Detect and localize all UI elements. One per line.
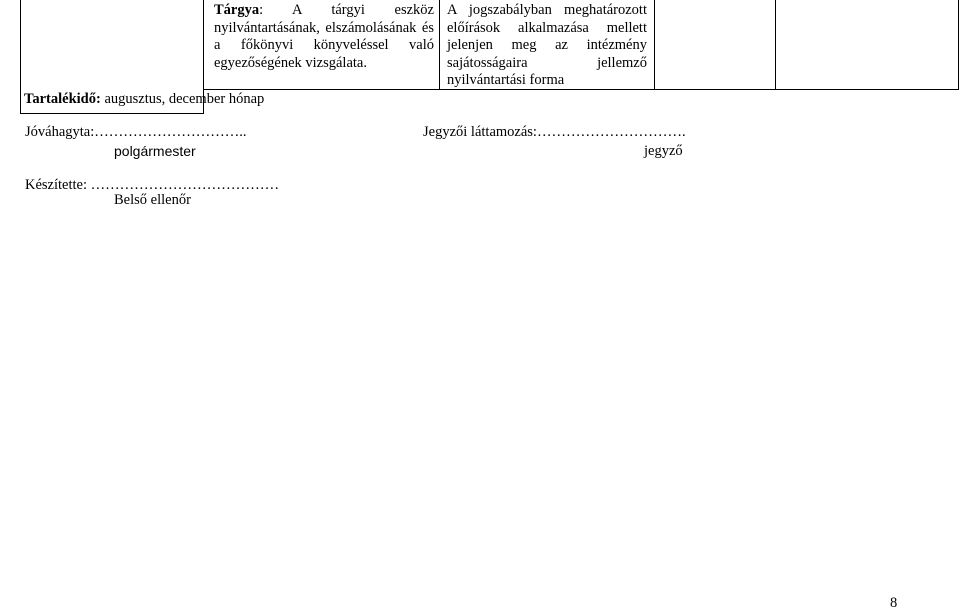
subject-body: : A tárgyi eszköz nyilvántartásának, elszámolásának és a főkönyvi könyveléssel való egyezőségének vizsgálata. <box>214 2 434 71</box>
note-text: A jogszabályban meghatározott előírások alkalmazása mellett jelenjen meg az intézmény sajátosságaira jellemző nyilvántartási forma <box>447 2 647 88</box>
table-cell-empty-1 <box>655 0 776 90</box>
table-cell-empty-2 <box>776 0 959 90</box>
table-cell-subject <box>204 0 440 90</box>
subject-text <box>214 2 434 72</box>
approved-role: polgármester <box>114 143 196 159</box>
prepared-role: Belső ellenőr <box>114 192 191 208</box>
deadline-label: Tartalékidő: <box>24 91 101 107</box>
notary-label: Jegyzői láttamozás:…………………………. <box>423 124 686 140</box>
subject-label: Tárgya <box>214 2 260 18</box>
prepared-label: Készítette: ………………………………… <box>25 177 280 193</box>
deadline-line <box>24 91 264 108</box>
table-cell-note <box>440 0 655 90</box>
approved-label: Jóváhagyta:………………………….. <box>25 124 247 140</box>
deadline-value: augusztus, december hónap <box>104 91 265 107</box>
notary-role: jegyző <box>644 143 683 159</box>
plan-table <box>20 0 959 114</box>
page-number: 8 <box>890 595 898 611</box>
